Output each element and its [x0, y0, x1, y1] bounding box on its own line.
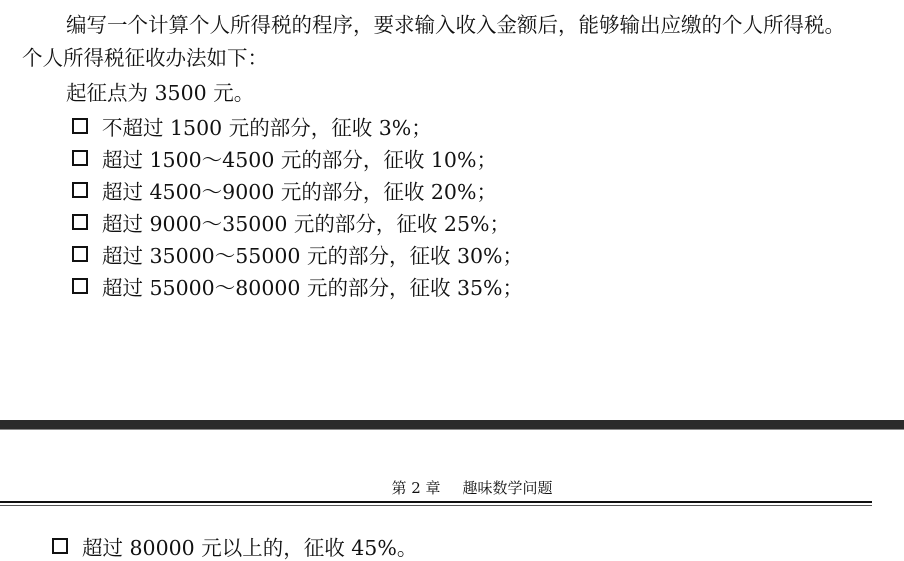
bracket-item — [72, 177, 497, 203]
threshold-line: 起征点为 3500 元。 — [66, 81, 255, 105]
header-rule — [0, 501, 872, 503]
bracket-text: 超过 80000 元以上的，征收 45%。 — [82, 536, 418, 560]
checkbox-outline-icon — [72, 214, 88, 230]
bracket-item — [72, 209, 510, 235]
running-header — [0, 478, 904, 498]
task-description: 编写一个计算个人所得税的程序，要求输入收入金额后，能够输出应缴的个人所得税。 — [66, 13, 845, 37]
checkbox-outline-icon — [52, 538, 68, 554]
bracket-text: 超过 9000～35000 元的部分，征收 25%； — [102, 212, 510, 236]
checkbox-outline-icon — [72, 118, 88, 134]
checkbox-outline-icon — [72, 246, 88, 262]
bracket-text: 超过 1500～4500 元的部分，征收 10%； — [102, 148, 497, 172]
bracket-item — [72, 241, 523, 267]
bracket-text: 超过 55000～80000 元的部分，征收 35%； — [102, 276, 524, 300]
bracket-item — [72, 145, 497, 171]
bracket-item — [72, 113, 432, 139]
header-rule-thin — [0, 505, 872, 506]
bracket-text: 超过 35000～55000 元的部分，征收 30%； — [102, 244, 524, 268]
bracket-item — [72, 273, 523, 299]
page-divider — [0, 420, 904, 429]
checkbox-outline-icon — [72, 182, 88, 198]
bracket-item — [52, 533, 417, 559]
bracket-text: 不超过 1500 元的部分，征收 3%； — [102, 116, 432, 140]
checkbox-outline-icon — [72, 278, 88, 294]
method-heading: 个人所得税征收办法如下： — [22, 46, 268, 70]
chapter-number: 第 2 章 — [391, 479, 441, 497]
chapter-title: 趣味数学问题 — [462, 479, 553, 497]
bracket-text: 超过 4500～9000 元的部分，征收 20%； — [102, 180, 497, 204]
checkbox-outline-icon — [72, 150, 88, 166]
